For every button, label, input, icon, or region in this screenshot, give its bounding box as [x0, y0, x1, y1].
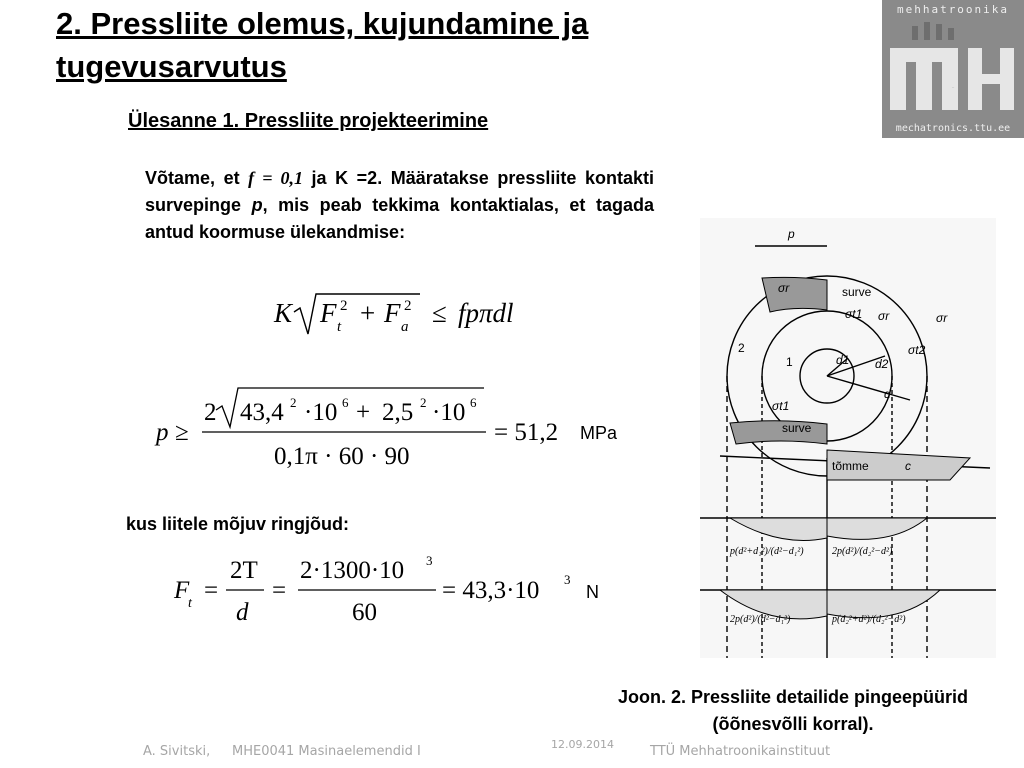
svg-text:+: + — [356, 399, 371, 426]
svg-text:p(d²+d₁²)/(d²−d₁²): p(d²+d₁²)/(d²−d₁²) — [730, 546, 804, 557]
logo-mark-icon — [882, 18, 1024, 122]
svg-text:60: 60 — [352, 599, 377, 626]
svg-text:σt1: σt1 — [772, 399, 790, 413]
svg-text:6: 6 — [342, 395, 349, 410]
svg-text:d2: d2 — [875, 357, 889, 371]
svg-text:d: d — [884, 387, 891, 401]
svg-text:2,5: 2,5 — [382, 399, 414, 426]
footer-institute: TTÜ Mehhatroonikainstituut — [650, 744, 831, 759]
svg-text:F: F — [174, 577, 190, 604]
svg-text:tõmme: tõmme — [832, 459, 869, 473]
svg-text:surve: surve — [782, 421, 812, 435]
footer-author: A. Sivitski, — [143, 744, 211, 759]
svg-text:2·1300·10: 2·1300·10 — [300, 557, 405, 584]
figure-caption — [560, 684, 1024, 738]
svg-text:c: c — [905, 459, 911, 473]
svg-text:σr: σr — [936, 311, 948, 325]
svg-text:2p(d²)/(d²−d₁²): 2p(d²)/(d²−d₁²) — [730, 614, 791, 625]
logo-top-text: mehhatroonika — [896, 3, 1010, 16]
svg-text:1: 1 — [786, 355, 793, 369]
svg-text:d1: d1 — [836, 353, 850, 367]
svg-text:p: p — [788, 227, 795, 241]
svg-text:=: = — [272, 577, 287, 604]
svg-text:= 51,2: = 51,2 — [494, 419, 559, 446]
para-part2: ja K =2. Määratakse pressliite kontakti survepinge — [145, 168, 654, 215]
svg-text:p ≥: p ≥ — [156, 419, 189, 446]
svg-text:43,4: 43,4 — [240, 399, 284, 426]
svg-text:σr: σr — [878, 309, 890, 323]
svg-text:2: 2 — [404, 298, 412, 314]
svg-text:MHE: MHE — [951, 88, 955, 89]
svg-text:2: 2 — [340, 298, 348, 314]
svg-text:F: F — [320, 298, 337, 328]
svg-text:≤: ≤ — [432, 298, 447, 328]
logo-bottom-text: mechatronics.ttu.ee — [895, 123, 1011, 134]
svg-text:·10: ·10 — [304, 399, 338, 426]
equation-force — [168, 548, 638, 628]
svg-text:2p(d²)/(d₂²−d²): 2p(d²)/(d₂²−d²) — [832, 546, 893, 557]
svg-text:σr: σr — [778, 281, 790, 295]
caption-line-2: (õõnesvõlli korral). — [712, 714, 874, 734]
svg-text:2T: 2T — [230, 557, 258, 584]
svg-text:= 43,3·10: = 43,3·10 — [442, 577, 540, 604]
svg-text:0,1π · 60 · 90: 0,1π · 60 · 90 — [274, 443, 410, 470]
friction-coefficient: f = 0,1 — [248, 168, 303, 188]
svg-text:3: 3 — [564, 572, 571, 587]
svg-text:2: 2 — [204, 399, 217, 426]
svg-text:6: 6 — [470, 395, 477, 410]
svg-text:2: 2 — [420, 395, 427, 410]
footer-date: 12.09.2014 — [551, 738, 614, 751]
svg-text:p(d₂²+d²)/(d₂²−d²): p(d₂²+d²)/(d₂²−d²) — [832, 614, 906, 625]
svg-text:2: 2 — [738, 341, 745, 355]
svg-text:=: = — [204, 577, 219, 604]
press-fit-figure — [700, 218, 996, 658]
para-part3: , mis peab tekkima kontaktialas, et tagada antud koormuse ülekandmise: — [145, 195, 654, 242]
svg-text:a: a — [401, 319, 409, 335]
svg-text:surve: surve — [842, 285, 872, 299]
svg-text:t: t — [188, 596, 192, 611]
svg-text:F: F — [384, 298, 401, 328]
intro-paragraph — [145, 165, 654, 246]
pressure-symbol: p — [251, 195, 263, 215]
svg-text:+: + — [360, 298, 376, 328]
caption-line-1: Joon. 2. Pressliite detailide pingeepüürid — [617, 687, 969, 707]
footer-course: MHE0041 Masinaelemendid I — [232, 744, 421, 759]
svg-text:fpπdl: fpπdl — [458, 298, 514, 328]
svg-text:·10: ·10 — [432, 399, 466, 426]
svg-text:t: t — [337, 319, 342, 335]
svg-text:3: 3 — [426, 553, 433, 568]
svg-text:σt1: σt1 — [845, 307, 863, 321]
task-subtitle: Ülesanne 1. Pressliite projekteerimine — [128, 110, 489, 132]
svg-text:d: d — [236, 599, 249, 626]
slide-title: 2. Pressliite olemus, kujundamine ja tugevusarvutus — [56, 6, 589, 84]
svg-text:N: N — [586, 582, 599, 602]
svg-text:σt2: σt2 — [908, 343, 926, 357]
force-label: kus liitele mõjuv ringjõud: — [126, 514, 350, 534]
equation-condition — [270, 286, 540, 342]
svg-text:MPa: MPa — [580, 423, 618, 443]
equation-pressure — [150, 383, 640, 473]
svg-text:2: 2 — [290, 395, 297, 410]
mechatronics-logo — [882, 0, 1024, 138]
para-part1: Võtame, et — [145, 168, 249, 188]
svg-text:K: K — [274, 298, 293, 328]
